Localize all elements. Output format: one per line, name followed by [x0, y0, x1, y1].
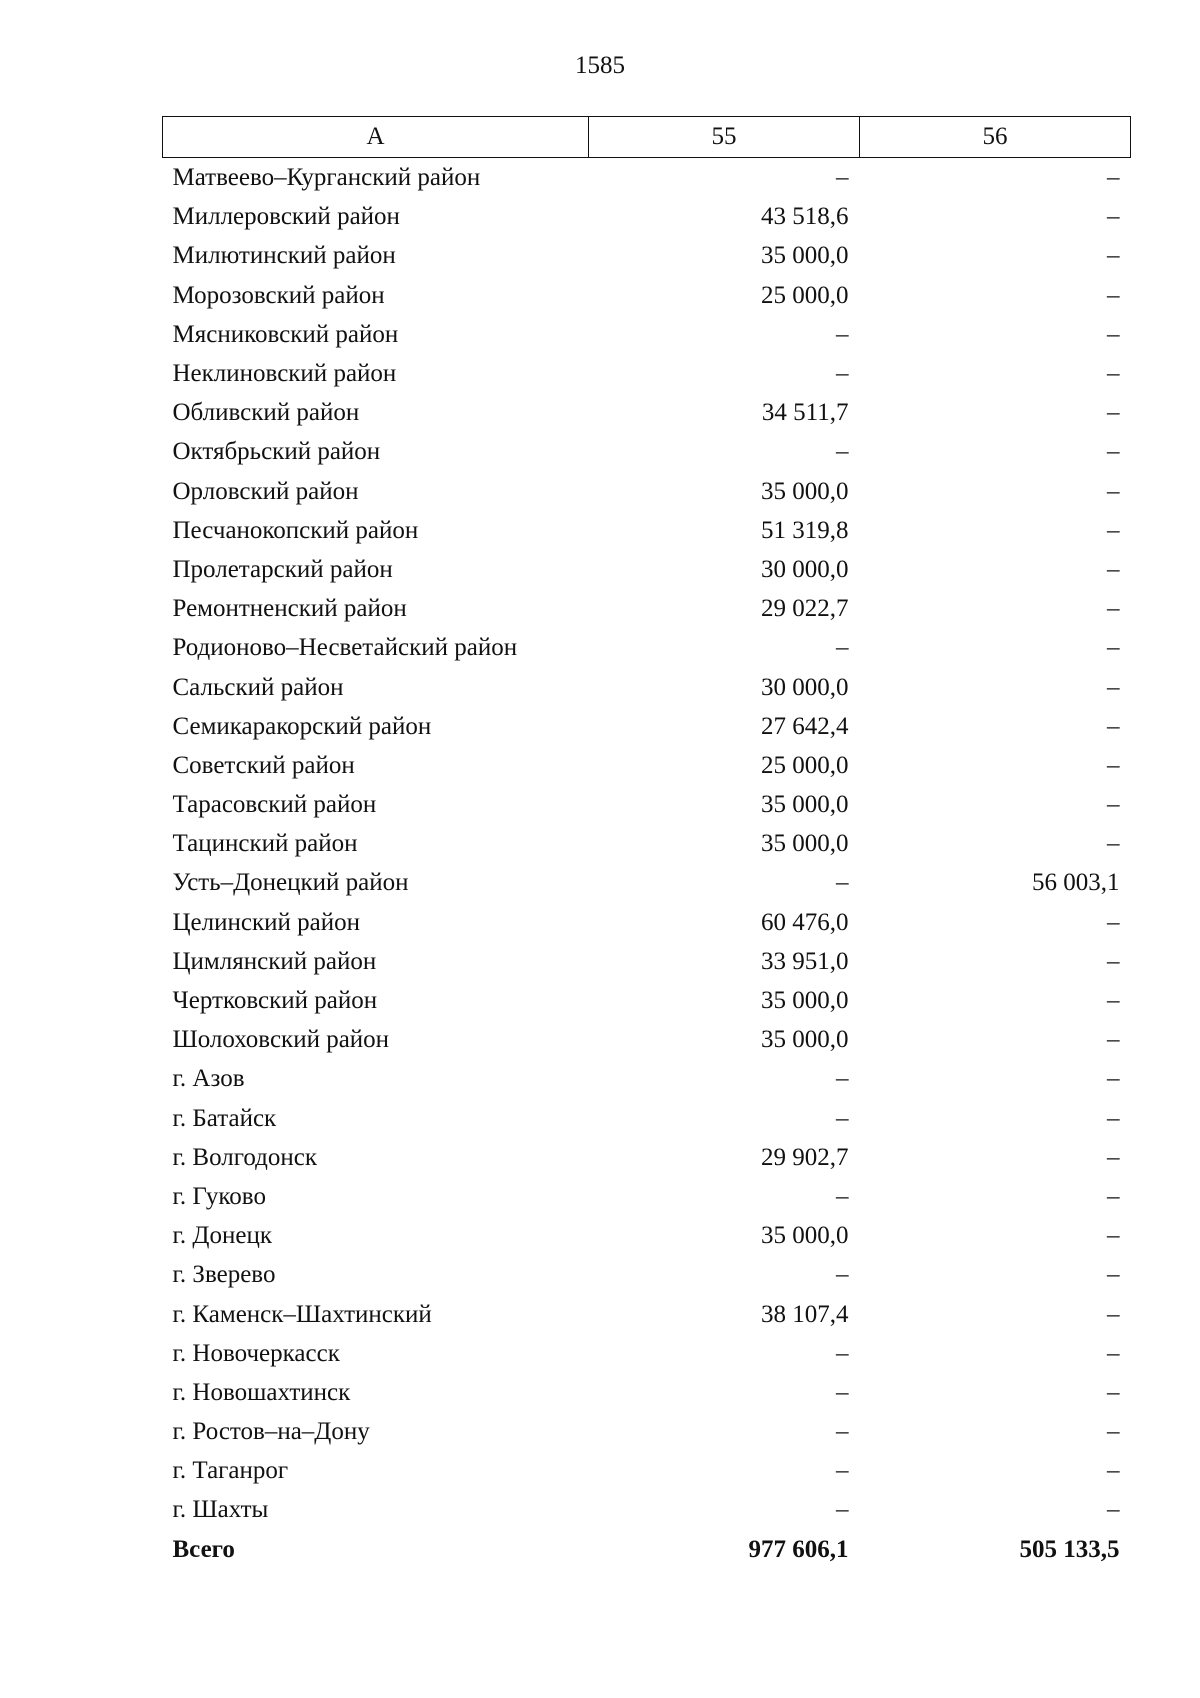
row-name-cell: Тарасовский район — [172, 791, 377, 819]
row-col-55-cell: 27 642,4 — [761, 712, 849, 740]
row-name-cell: Тацинский район — [172, 830, 358, 858]
table-row — [163, 1412, 1131, 1451]
row-col-55-cell: 35 000,0 — [761, 477, 849, 505]
row-col-56-cell: – — [1107, 751, 1120, 779]
row-col-56-cell: – — [1107, 1339, 1120, 1367]
row-col-56-cell: – — [1107, 360, 1120, 388]
row-col-56-cell: – — [1107, 438, 1120, 466]
row-name-cell: Целинский район — [172, 908, 360, 936]
header-col-56: 56 — [860, 117, 1131, 158]
row-col-55-cell: – — [836, 869, 849, 897]
table-row — [163, 158, 1131, 198]
row-name-cell: Обливский район — [172, 399, 360, 427]
row-name-cell: Мясниковский район — [172, 320, 399, 348]
row-col-56-cell: 505 133,5 — [1019, 1535, 1120, 1563]
row-col-56-cell: – — [1107, 1496, 1120, 1524]
row-col-56-cell: – — [1107, 1378, 1120, 1406]
row-col-55-cell: 35 000,0 — [761, 1222, 849, 1250]
row-col-55-cell: 29 022,7 — [761, 595, 849, 623]
row-col-55-cell: – — [836, 1496, 849, 1524]
table-row — [163, 1216, 1131, 1255]
row-col-56-cell: – — [1107, 987, 1120, 1015]
row-col-56-cell: – — [1107, 947, 1120, 975]
row-name-cell: Усть–Донецкий район — [172, 869, 409, 897]
row-col-56-cell: – — [1107, 516, 1120, 544]
row-name-cell: г. Каменск–Шахтинский — [172, 1300, 432, 1328]
row-col-55-cell: 30 000,0 — [761, 673, 849, 701]
row-name-cell: г. Гуково — [172, 1182, 266, 1210]
row-col-56-cell: – — [1107, 203, 1120, 231]
row-name-cell: г. Зверево — [172, 1261, 276, 1289]
row-name-cell: Миллеровский район — [172, 203, 400, 231]
row-col-55-cell: – — [836, 634, 849, 662]
row-name-cell: Песчанокопский район — [172, 516, 419, 544]
table-row — [163, 511, 1131, 550]
row-name-cell: г. Донецк — [172, 1222, 272, 1250]
row-name-cell: г. Таганрог — [172, 1457, 289, 1485]
table-header-row — [163, 117, 1131, 158]
row-col-55-cell: 33 951,0 — [761, 947, 849, 975]
row-col-56-cell: 56 003,1 — [1032, 869, 1120, 897]
row-col-56-cell: – — [1107, 1104, 1120, 1132]
table-row — [163, 354, 1131, 393]
row-col-55-cell: – — [836, 1339, 849, 1367]
row-name-cell: Ремонтненский район — [172, 595, 407, 623]
table-row — [163, 1451, 1131, 1490]
row-col-55-cell: – — [836, 1261, 849, 1289]
row-col-56-cell: – — [1107, 595, 1120, 623]
row-col-56-cell: – — [1107, 477, 1120, 505]
row-name-cell: г. Новочеркасск — [172, 1339, 340, 1367]
row-col-56-cell: – — [1107, 1300, 1120, 1328]
row-name-cell: Матвеево–Курганский район — [172, 164, 481, 192]
table-row — [163, 432, 1131, 471]
table-row — [163, 1373, 1131, 1412]
row-name-cell: Пролетарский район — [172, 555, 393, 583]
total-row — [163, 1530, 1131, 1569]
row-col-56-cell: – — [1107, 1222, 1120, 1250]
row-name-cell: Чертковский район — [172, 987, 378, 1015]
table-row — [163, 1255, 1131, 1294]
row-col-55-cell: 35 000,0 — [761, 791, 849, 819]
table-body — [163, 158, 1131, 1569]
row-name-cell: Родионово–Несветайский район — [172, 634, 518, 662]
row-col-56-cell: – — [1107, 1182, 1120, 1210]
row-col-55-cell: 43 518,6 — [761, 203, 849, 231]
table-row — [163, 942, 1131, 981]
table-row — [163, 707, 1131, 746]
row-name-cell: г. Волгодонск — [172, 1143, 318, 1171]
row-col-56-cell: – — [1107, 634, 1120, 662]
row-col-55-cell: – — [836, 320, 849, 348]
row-name-cell: Всего — [172, 1535, 235, 1563]
row-col-55-cell: – — [836, 1378, 849, 1406]
header-col-55: 55 — [589, 117, 860, 158]
row-col-55-cell: – — [836, 164, 849, 192]
row-col-56-cell: – — [1107, 1457, 1120, 1485]
table-row — [163, 1020, 1131, 1059]
row-name-cell: г. Батайск — [172, 1104, 277, 1132]
row-col-55-cell: 25 000,0 — [761, 281, 849, 309]
row-col-55-cell: 60 476,0 — [761, 908, 849, 936]
row-name-cell: Шолоховский район — [172, 1026, 390, 1054]
table-row — [163, 667, 1131, 706]
table-row — [163, 1059, 1131, 1098]
row-name-cell: Цимлянский район — [172, 947, 377, 975]
row-col-56-cell: – — [1107, 399, 1120, 427]
row-name-cell: Советский район — [172, 751, 355, 779]
row-name-cell: г. Ростов–на–Дону — [172, 1418, 370, 1446]
row-col-55-cell: – — [836, 1457, 849, 1485]
row-col-56-cell: – — [1107, 242, 1120, 270]
row-name-cell: Милютинский район — [172, 242, 396, 270]
row-col-55-cell: 38 107,4 — [761, 1300, 849, 1328]
row-col-56-cell: – — [1107, 1143, 1120, 1171]
table-row — [163, 1294, 1131, 1333]
table-row — [163, 589, 1131, 628]
row-col-55-cell: 35 000,0 — [761, 987, 849, 1015]
row-name-cell: г. Шахты — [172, 1496, 269, 1524]
table-row — [163, 1334, 1131, 1373]
budget-table — [162, 116, 1131, 1569]
table-row — [163, 1138, 1131, 1177]
header-col-a: А — [163, 117, 589, 158]
row-col-56-cell: – — [1107, 281, 1120, 309]
table-row — [163, 903, 1131, 942]
row-col-56-cell: – — [1107, 830, 1120, 858]
table-row — [163, 1490, 1131, 1529]
row-col-56-cell: – — [1107, 1418, 1120, 1446]
row-col-55-cell: 30 000,0 — [761, 555, 849, 583]
row-col-56-cell: – — [1107, 1261, 1120, 1289]
row-col-55-cell: – — [836, 1182, 849, 1210]
table-row — [163, 1177, 1131, 1216]
table-row — [163, 628, 1131, 667]
table-row — [163, 746, 1131, 785]
row-name-cell: г. Новошахтинск — [172, 1378, 351, 1406]
table-row — [163, 1099, 1131, 1138]
table-row — [163, 236, 1131, 275]
row-col-55-cell: – — [836, 1065, 849, 1093]
row-col-56-cell: – — [1107, 673, 1120, 701]
row-col-56-cell: – — [1107, 320, 1120, 348]
row-col-55-cell: 25 000,0 — [761, 751, 849, 779]
row-col-56-cell: – — [1107, 908, 1120, 936]
row-name-cell: Морозовский район — [172, 281, 385, 309]
table-row — [163, 824, 1131, 863]
row-name-cell: г. Азов — [172, 1065, 245, 1093]
table-row — [163, 393, 1131, 432]
row-name-cell: Неклиновский район — [172, 360, 397, 388]
row-col-56-cell: – — [1107, 164, 1120, 192]
table-row — [163, 276, 1131, 315]
row-col-55-cell: 29 902,7 — [761, 1143, 849, 1171]
row-col-56-cell: – — [1107, 712, 1120, 740]
row-col-55-cell: 51 319,8 — [761, 516, 849, 544]
row-col-55-cell: – — [836, 438, 849, 466]
row-col-55-cell: – — [836, 360, 849, 388]
row-col-56-cell: – — [1107, 555, 1120, 583]
row-col-56-cell: – — [1107, 791, 1120, 819]
row-col-56-cell: – — [1107, 1026, 1120, 1054]
row-col-55-cell: – — [836, 1418, 849, 1446]
row-col-55-cell: 35 000,0 — [761, 830, 849, 858]
table-row — [163, 981, 1131, 1020]
row-name-cell: Орловский район — [172, 477, 359, 505]
row-col-55-cell: 34 511,7 — [761, 399, 849, 427]
table-row — [163, 197, 1131, 236]
row-col-55-cell: 35 000,0 — [761, 242, 849, 270]
table-row — [163, 863, 1131, 902]
table-row — [163, 785, 1131, 824]
row-name-cell: Сальский район — [172, 673, 344, 701]
row-col-55-cell: 35 000,0 — [761, 1026, 849, 1054]
row-col-56-cell: – — [1107, 1065, 1120, 1093]
row-col-55-cell: – — [836, 1104, 849, 1132]
table-row — [163, 472, 1131, 511]
table-row — [163, 550, 1131, 589]
row-name-cell: Октябрьский район — [172, 438, 381, 466]
row-col-55-cell: 977 606,1 — [748, 1535, 849, 1563]
page-number: 1585 — [575, 52, 625, 79]
table-row — [163, 315, 1131, 354]
row-name-cell: Семикаракорский район — [172, 712, 432, 740]
